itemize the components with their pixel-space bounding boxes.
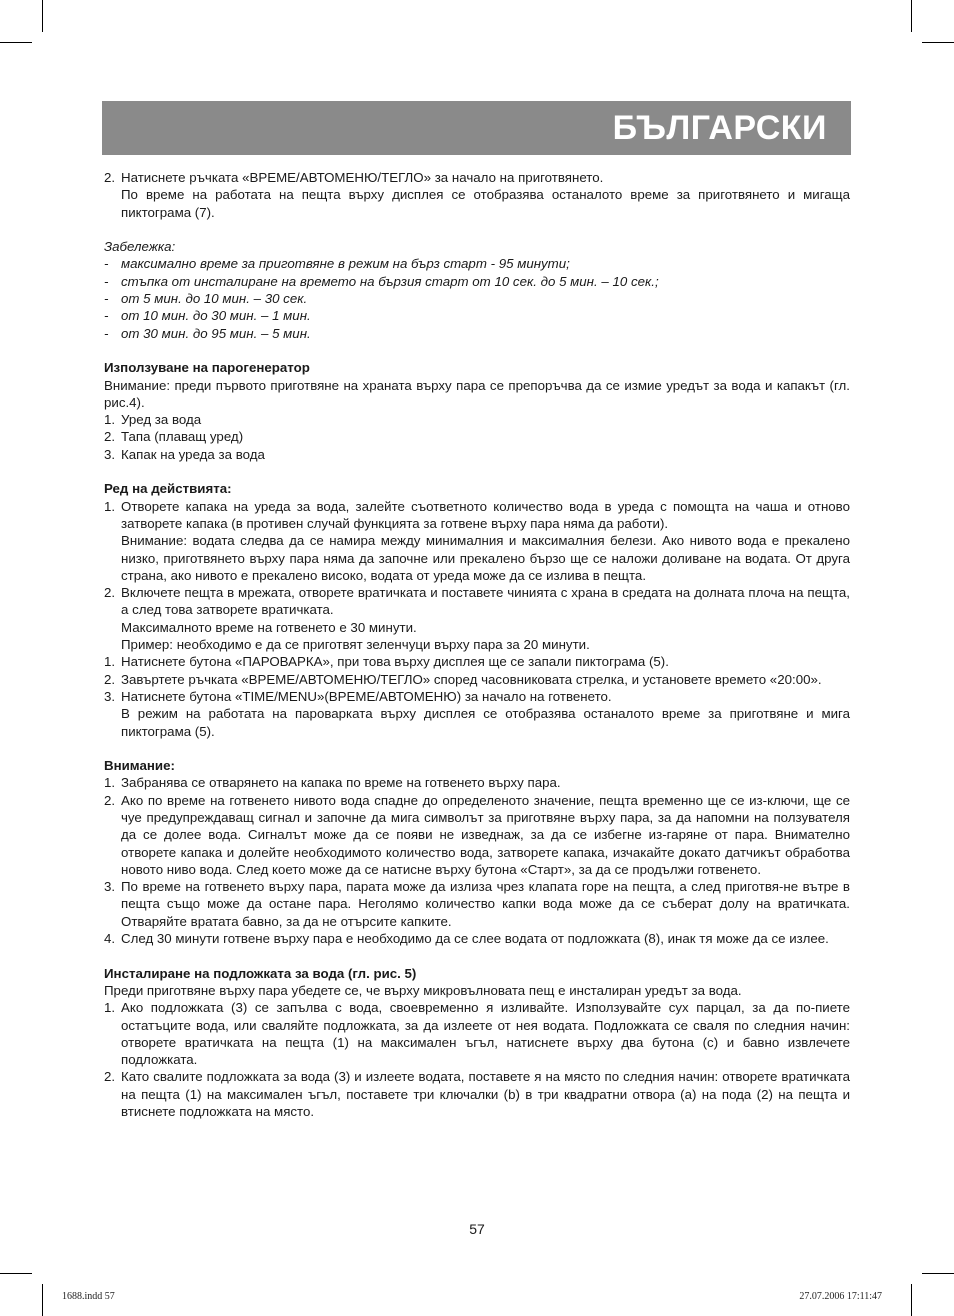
note-list — [104, 255, 850, 341]
page-number: 57 — [469, 1221, 485, 1237]
list-item: 2. Ако по време на готвенето нивото вода спадне до определеното значение, пещта временно ще се из-ключи, ще се чуе предупреждаващ сигнал и започне да мига символът за приготвяне върху пара, за да напомни на ползувателя да се долее вода. Сигналът може да се появи не изведнаж, за да се избегне из-гаряне от пара. Внимателно отворете капака и долейте необходимото количество вода, затворете капака, изчакайте докато датчикът обработва новото ниво вода. След което може да се натисне върху бутона «Старт», за да се продължи готвенето. — [104, 792, 850, 877]
crop-mark — [922, 42, 954, 43]
list-item: 1. Забранява се отварянето на капака по време на готвенето върху пара. — [104, 775, 561, 791]
list-item: 3. По време на готвенето върху пара, парата може да излиза чрез клапата горе на пещта, а след приготвя-не вътре в пещта също може да остане пара. Неголямо количество капки вода може да се съберат долу на вратичката. Отваряйте вратата бавно, за да не отърсите капките. — [104, 879, 850, 929]
note-item: - от 10 мин. до 30 мин. – 1 мин. — [104, 308, 311, 324]
list-item: 1. Ако подложката (3) се запълва с вода, своевременно я изливайте. Използувайте сух парцал, за да по-пиете остатъците вода, или сваляйте подложката, за да излеете от нея водата. Подложката се сваля по следния начин: отворете вратичката на пещта (1) на максимален ъгъл, натиснете върху два бутона (с) и бавно извлечете подложката. — [104, 1000, 850, 1068]
crop-mark — [922, 1273, 954, 1274]
list-item: 1. Отворете капака на уреда за вода, залейте съответното количество вода в уреда с помощта на чаша и отново затворете капака (в противен случай функцията за готвене върху пара няма да работи). Внимание: водата следва да се намира между минималния и максималния белези. Ако нивото вода е прекалено низко, приготвянето върху пара няма да започне или прекалено бързо ще се наложи доливане на водата. От друга страна, ако нивото е прекалено високо, водата от уреда може да се излива в пещта. — [104, 498, 850, 583]
list-item: 2. Тапа (плаващ уред) — [104, 429, 244, 445]
crop-mark — [42, 1284, 43, 1316]
list-item: 2. Включете пещта в мрежата, отворете вратичката и поставете чинията с храна в средата на долната плоча на пещта, а след това затворете вратичката. Максималното време на готвенето е 30 минути. Пример: необходимо е да се приготвят зеленчуци върху пара за 20 минути. — [104, 585, 850, 653]
list-item: 3. Натиснете бутона «TIME/MENU»(ВРЕМЕ/АВТОМЕНЮ) за начало на готвенето. В режим на работата на пароварката върху дисплея се отобразява останалото време за приготвяне и мига пиктограма (5). — [104, 688, 850, 739]
note-item: - от 30 мин. до 95 мин. – 5 мин. — [104, 325, 311, 341]
list-item: 1. Уред за вода — [104, 412, 202, 428]
page-content — [104, 169, 850, 1120]
date-slug: 27.07.2006 17:11:47 — [799, 1291, 882, 1302]
note-item: - максимално време за приготвяне в режим на бърз старт - 95 минути; — [104, 256, 570, 272]
crop-mark — [911, 0, 912, 32]
note-title: Забележка: — [104, 239, 176, 255]
crop-mark — [0, 42, 32, 43]
paragraph: Внимание: преди първото приготвяне на храната върху пара се препоръчва да се измие уредът за вода и капакът (гл. рис.4). — [104, 377, 850, 410]
language-banner — [102, 101, 851, 155]
file-slug: 1688.indd 57 — [62, 1291, 115, 1302]
list-item: 1. Натиснете бутона «ПАРОВАРКА», при това върху дисплея ще се запали пиктограма (5). — [104, 654, 669, 670]
crop-mark — [911, 1284, 912, 1316]
note-item: - стъпка от инсталиране на времето на бързия старт от 10 сек. до 5 мин. – 10 сек.; — [104, 273, 659, 289]
list-item: 4. След 30 минути готвене върху пара е необходимо да се слее водата от подложката (8), инак тя може да се излее. — [104, 931, 829, 947]
list-text: Натиснете ръчката «ВРЕМЕ/АВТОМЕНЮ/ТЕГЛО» за начало на приготвянето. — [121, 170, 604, 185]
section-heading: Внимание: — [104, 758, 175, 774]
section-heading: Инсталиране на подложката за вода (гл. рис. 5) — [104, 965, 417, 981]
crop-mark — [42, 0, 43, 32]
list-number: 2. — [104, 170, 116, 185]
list-text: По време на работата на пещта върху дисплея се отобразява останалото време за приготвянето и мигаща пиктограма (7). — [121, 187, 850, 220]
list-item: 2. Като свалите подложката за вода (3) и излеете водата, поставете я на място по следния начин: отворете вратичката на пещта (1) на максимален ъгъл, поставете три ключалки (b) в три квадратни отвора (а) на пода (2) на пещта и втиснете подложката на място. — [104, 1069, 850, 1120]
list-item — [104, 169, 850, 221]
list-item: 2. Завъртете ръчката «ВРЕМЕ/АВТОМЕНЮ/ТЕГЛО» според часовниковата стрелка, и установете времето «20:00». — [104, 671, 822, 687]
list-item: 3. Капак на уреда за вода — [104, 446, 265, 462]
section-heading: Ред на действията: — [104, 481, 232, 497]
section-heading: Използуване на парогенератор — [104, 360, 310, 376]
paragraph: Преди приготвяне върху пара убедете се, че върху микровълновата пещ е инсталиран уредът за вода. — [104, 982, 742, 998]
page-title: БЪЛГАРСКИ — [612, 109, 827, 147]
note-item: - от 5 мин. до 10 мин. – 30 сек. — [104, 291, 308, 307]
crop-mark — [0, 1273, 32, 1274]
